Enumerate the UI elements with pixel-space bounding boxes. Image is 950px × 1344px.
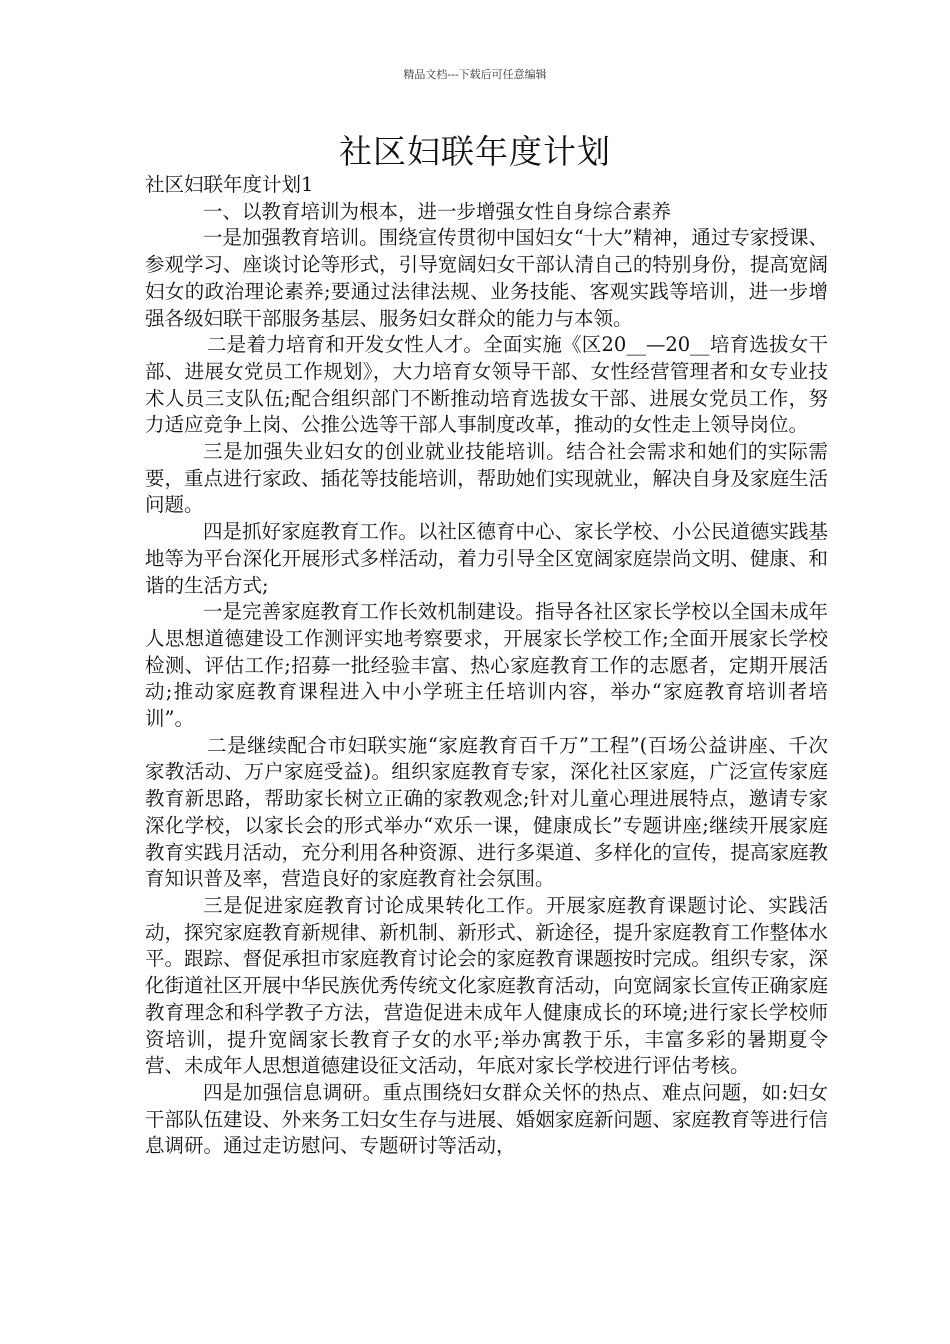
section-heading-1: 一、以教育培训为根本，进一步增强女性自身综合素养 <box>203 199 672 223</box>
paragraph: 四是抓好家庭教育工作。以社区德育中心、家长学校、小公民道德实践基地等为平台深化开展形式多样活动，着力引导全区宽阔家庭崇尚文明、健康、和谐的生活方式; <box>145 520 828 597</box>
header-note: 精品文档---下载后可任意编辑 <box>403 68 547 81</box>
paragraph: 三是加强失业妇女的创业就业技能培训。结合社会需求和她们的实际需要，重点进行家政、插花等技能培训，帮助她们实现就业，解决自身及家庭生活问题。 <box>145 440 828 517</box>
paragraph: 一是完善家庭教育工作长效机制建设。指导各社区家长学校以全国未成年人思想道德建设工作测评实地考察要求，开展家长学校工作;全面开展家长学校检测、评估工作;招募一批经验丰富、热心家庭教育工作的志愿者，定期开展活动;推动家庭教育课程进入中小学班主任培训内容，举办“家庭教育培训者培训”。 <box>145 600 828 731</box>
section-subtitle: 社区妇联年度计划1 <box>145 173 314 196</box>
paragraph: 二是着力培育和开发女性人才。全面实施《区20__—20__培育选拔女干部、进展女党员工作规划》，大力培育女领导干部、女性经营管理者和女专业技术人员三支队伍;配合组织部门不断推动培育选拔女干部、进展女党员工作，努力适应竞争上岗、公推公选等干部人事制度改革，推动的女性走上领导岗位。 <box>145 333 828 437</box>
paragraph: 三是促进家庭教育讨论成果转化工作。开展家庭教育课题讨论、实践活动，探究家庭教育新规律、新机制、新形式、新途径，提升家庭教育工作整体水平。跟踪、督促承担市家庭教育讨论会的家庭教育课题按时完成。组织专家，深化街道社区开展中华民族优秀传统文化家庭教育活动，向宽阔家长宣传正确家庭教育理念和科学教子方法，营造促进未成年人健康成长的环境;进行家长学校师资培训，提升宽阔家长教育子女的水平;举办寓教于乐，丰富多彩的暑期夏令营、未成年人思想道德建设征文活动，年底对家长学校进行评估考核。 <box>145 893 828 1078</box>
paragraph: 一是加强教育培训。围绕宣传贯彻中国妇女“十大”精神，通过专家授课、参观学习、座谈讨论等形式，引导宽阔妇女干部认清自己的特别身份，提高宽阔妇女的政治理论素养;要通过法律法规、业务技能、客观实践等培训，进一步增强各级妇联干部服务基层、服务妇女群众的能力与本领。 <box>145 226 828 330</box>
document-title: 社区妇联年度计划 <box>339 132 611 171</box>
paragraph: 四是加强信息调研。重点围绕妇女群众关怀的热点、难点问题，如:妇女干部队伍建设、外来务工妇女生存与进展、婚姻家庭新问题、家庭教育等进行信息调研。通过走访慰问、专题研讨等活动， <box>145 1080 828 1158</box>
paragraph: 二是继续配合市妇联实施“家庭教育百千万”工程”(百场公益讲座、千次家教活动、万户家庭受益)。组织家庭教育专家，深化社区家庭，广泛宣传家庭教育新思路，帮助家长树立正确的家教观念;针对儿童心理进展特点，邀请专家深化学校，以家长会的形式举办“欢乐一课，健康成长”专题讲座;继续开展家庭教育实践月活动，充分利用各种资源、进行多渠道、多样化的宣传，提高家庭教育知识普及率，营造良好的家庭教育社会氛围。 <box>145 733 828 891</box>
document-body <box>145 172 828 1160</box>
